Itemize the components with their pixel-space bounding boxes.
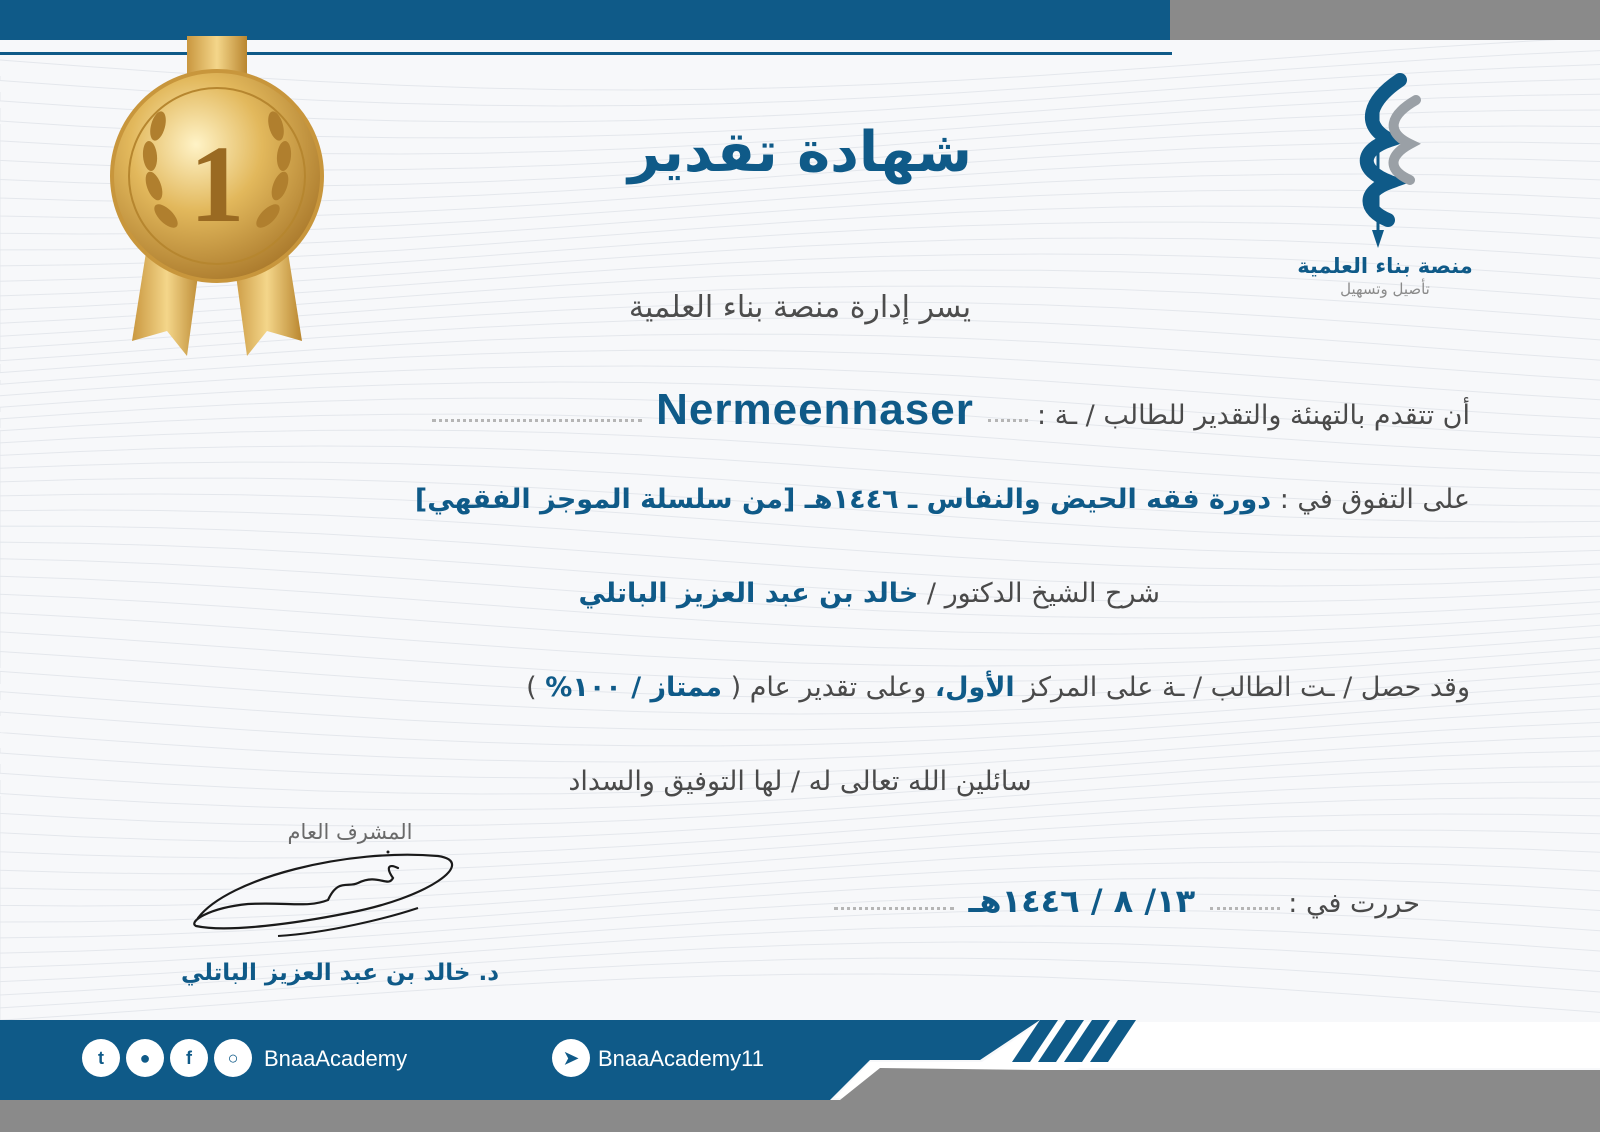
- certificate-title: شهادة تقدير: [628, 120, 972, 185]
- instagram-icon[interactable]: ○: [214, 1039, 252, 1077]
- medal-number: 1: [189, 123, 245, 245]
- gold-medal-icon: [92, 36, 342, 376]
- course-name: دورة فقه الحيض والنفاس ـ ١٤٤٦هـ [من سلسلة الموجز الفقهي]: [414, 484, 1272, 515]
- result-line: [526, 672, 1470, 703]
- telegram-icon[interactable]: ➤: [552, 1039, 590, 1077]
- student-line: [432, 385, 1470, 435]
- lecturer-name: خالد بن عبد العزيز الباتلي: [578, 578, 919, 609]
- issued-date: ١٣/ ٨ / ١٤٤٦هـ: [968, 882, 1196, 920]
- course-prefix: على التفوق في :: [1279, 484, 1470, 515]
- issued-line: [834, 882, 1420, 920]
- rank: الأول،: [934, 672, 1015, 703]
- logo-name: منصة بناء العلمية: [1297, 254, 1473, 278]
- result-close: ): [526, 672, 537, 703]
- academy-logo: [1290, 70, 1480, 320]
- dotted-fill: [988, 411, 1028, 422]
- supervisor-title: المشرف العام: [287, 820, 413, 844]
- dotted-fill: [834, 899, 954, 910]
- closing-line: سائلين الله تعالى له / لها التوفيق والسداد: [568, 766, 1032, 797]
- pen-logo-icon: [1330, 70, 1440, 250]
- student-name: Nermeennaser: [656, 385, 974, 434]
- intro-line: يسر إدارة منصة بناء العلمية: [628, 290, 972, 325]
- dotted-fill: [432, 411, 642, 422]
- logo-tagline: تأصيل وتسهيل: [1340, 280, 1430, 298]
- snapchat-icon[interactable]: ●: [126, 1039, 164, 1077]
- result-mid: وعلى تقدير عام (: [730, 672, 927, 703]
- telegram-handle[interactable]: BnaaAcademy11: [598, 1046, 764, 1071]
- lecturer-line: [579, 578, 1161, 609]
- lecturer-prefix: شرح الشيخ الدكتور /: [926, 578, 1160, 609]
- issued-prefix: حررت في :: [1288, 888, 1420, 919]
- signature-drawing: [188, 838, 468, 948]
- top-bar-blue: [0, 0, 1172, 40]
- student-prefix: أن تتقدم بالتهنئة والتقدير للطالب / ـة :: [1037, 400, 1470, 431]
- grade: ممتاز / ١٠٠%: [545, 672, 722, 703]
- footer-band: [0, 1020, 1600, 1132]
- result-prefix: وقد حصل / ـت الطالب / ـة على المركز: [1023, 672, 1470, 703]
- supervisor-name: د. خالد بن عبد العزيز الباتلي: [180, 960, 500, 986]
- top-bar-gray: [1170, 0, 1600, 40]
- social-handle[interactable]: BnaaAcademy: [264, 1046, 408, 1071]
- dotted-fill: [1210, 899, 1280, 910]
- twitter-icon[interactable]: t: [82, 1039, 120, 1077]
- course-line: [415, 484, 1470, 515]
- facebook-icon[interactable]: f: [170, 1039, 208, 1077]
